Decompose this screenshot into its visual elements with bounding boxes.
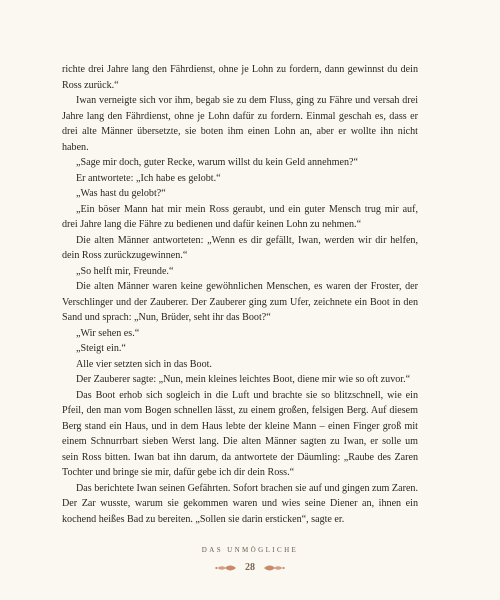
page-footer: [0, 546, 500, 573]
paragraph: Er antwortete: „Ich habe es gelobt.“: [76, 172, 221, 184]
paragraph: „Wir sehen es.“: [76, 327, 140, 339]
leaf-ornament-icon: [215, 564, 237, 572]
paragraph: Das berichtete Iwan seinen Gefährten. Sofort brachen sie auf und gingen zum Zaren. Der Zar wusste, warum sie gekommen waren und wies seine Diener an, ihnen ein kochend heißes Bad zu bereiten. „Sollen sie darin ersticken“, sagte er.: [62, 482, 418, 525]
running-head: DAS UNMÖGLICHE: [201, 546, 299, 554]
document-body: [62, 62, 418, 527]
paragraph: „Sage mir doch, guter Recke, warum willst du kein Geld annehmen?“: [76, 157, 358, 168]
paragraph: Alle vier setzten sich in das Boot.: [76, 358, 212, 370]
paragraph: Der Zauberer sagte: „Nun, mein kleines leichtes Boot, diene mir wie so oft zuvor.“: [76, 374, 411, 385]
page-number: 28: [245, 562, 255, 573]
paragraph: „Steigt ein.“: [76, 343, 126, 354]
paragraph: Iwan verneigte sich vor ihm, begab sie zu dem Fluss, ging zu Fähre und versah drei Jahre lang den Fährdienst, ohne je Lohn dafür zu fordern. Einmal geschah es, dass er drei alte Männer übersetzte, sie boten ihm einen Lohn an, aber er wollte ihn nicht haben.: [62, 95, 418, 153]
paragraph: Das Boot erhob sich sogleich in die Luft und brachte sie so blitzschnell, wie ein Pfeil, den man vom Bogen schnellen lässt, zu einem großen, felsigen Berg. Auf diesem Berg stand ein Haus, und in dem Haus lebte der kleine Mann – einen Finger groß mit einem Schnurrbart sieben Werst lang. Die alten Männer sagten zu Iwan, er solle um sein Ross bitten. Iwan bat ihn darum, da antwortete der Däumling: „Raube des Zaren Tochter und bringe sie mir, dafür gebe ich dir dein Ross.“: [62, 389, 418, 478]
folio-row: [0, 562, 500, 573]
leaf-ornament-icon: [263, 564, 285, 572]
paragraph: Die alten Männer waren keine gewöhnlichen Menschen, es waren der Froster, der Verschlinger und der Zauberer. Der Zauberer ging zum Ufer, zeichnete ein Boot in den Sand und sprach: „Nun, Brüder, seht ihr das Boot?“: [62, 281, 418, 323]
paragraph: „Was hast du gelobt?“: [76, 188, 166, 199]
paragraph: richte drei Jahre lang den Fährdienst, ohne je Lohn zu fordern, dann gewinnst du dein Ross zurück.“: [62, 64, 418, 91]
paragraph: „So helft mir, Freunde.“: [76, 265, 174, 277]
paragraph: Die alten Männer antworteten: „Wenn es dir gefällt, Iwan, werden wir dir helfen, dein Ross zurückzugewinnen.“: [62, 234, 418, 261]
paragraph: „Ein böser Mann hat mir mein Ross geraubt, und ein guter Mensch trug mir auf, drei Jahre lang die Fähre zu bedienen und dafür keinen Lohn zu nehmen.“: [62, 203, 418, 230]
